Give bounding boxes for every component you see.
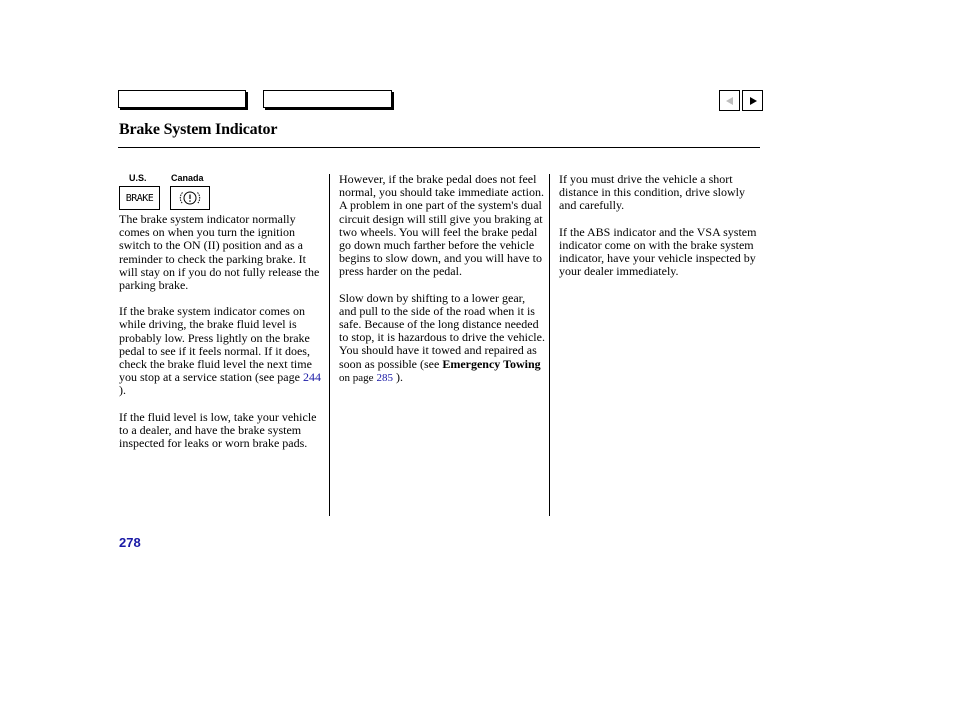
page-244-link[interactable]: 244 bbox=[302, 370, 321, 385]
col1-paragraph-1: The brake system indicator normally comes on when you turn the ignition switch to the ON (II) position and as a reminder to check the parking brake. It will stay on if you do not fully release the parking brake. bbox=[119, 212, 320, 293]
col2-p2-text: Slow down by shifting to a lower gear, and pull to the side of the road when it is safe. Because of the long distance needed to stop, it is hazardous to drive the vehicle. You should have it towed and repaired as soon as possible (see bbox=[339, 290, 545, 371]
canada-label: Canada bbox=[171, 173, 204, 183]
col3-paragraph-1: If you must drive the vehicle a short distance in this condition, drive slowly and carefully. bbox=[559, 172, 745, 213]
col2-paragraph-1: However, if the brake pedal does not feel normal, you should take immediate action. A problem in one part of the system's dual circuit design will still give you braking at two wheels. You will feel the brake pedal go down much farther before the vehicle begins to slow down, and you will have to press harder on the pedal. bbox=[339, 172, 544, 279]
page-number: 278 bbox=[119, 535, 141, 550]
column-3 bbox=[559, 173, 759, 291]
table-of-contents-button[interactable] bbox=[263, 90, 392, 108]
brake-indicator-canada bbox=[170, 186, 210, 210]
col3-paragraph-2: If the ABS indicator and the VSA system indicator come on with the brake system indicator, have your vehicle inspected by your dealer immediately. bbox=[559, 224, 757, 279]
brake-warning-circle-icon bbox=[178, 189, 202, 207]
col1-p2-text: If the brake system indicator comes on while driving, the brake fluid level is probably low. Press lightly on the brake pedal to see if it feels normal. If it does, check the brake fluid level the next time you stop at a service station (see page bbox=[119, 304, 312, 385]
brake-indicator-text: BRAKE bbox=[125, 192, 154, 204]
col1-paragraph-3: If the fluid level is low, take your vehicle to a dealer, and have the brake system inspected for leaks or worn brake pads. bbox=[119, 409, 317, 451]
page-285-link[interactable]: 285 bbox=[376, 371, 394, 384]
title-divider bbox=[118, 147, 760, 148]
emergency-towing-reference: Emergency Towing bbox=[442, 356, 541, 371]
triangle-left-icon bbox=[725, 96, 735, 106]
next-page-button[interactable] bbox=[742, 90, 763, 111]
col2-p2-end: ). bbox=[396, 369, 404, 384]
column-divider bbox=[329, 174, 330, 516]
previous-page-button[interactable] bbox=[719, 90, 740, 111]
column-1 bbox=[119, 213, 325, 463]
column-divider bbox=[549, 174, 550, 516]
triangle-right-icon bbox=[748, 96, 758, 106]
col2-on-page: on page bbox=[339, 371, 374, 384]
col2-paragraph-2 bbox=[339, 292, 545, 385]
main-menu-button[interactable] bbox=[118, 90, 246, 108]
brake-indicator-us bbox=[119, 186, 160, 210]
col1-paragraph-2 bbox=[119, 305, 325, 397]
col1-p2-end: ). bbox=[119, 383, 126, 398]
column-2 bbox=[339, 173, 545, 398]
us-label: U.S. bbox=[129, 173, 147, 183]
page-title: Brake System Indicator bbox=[119, 121, 278, 138]
